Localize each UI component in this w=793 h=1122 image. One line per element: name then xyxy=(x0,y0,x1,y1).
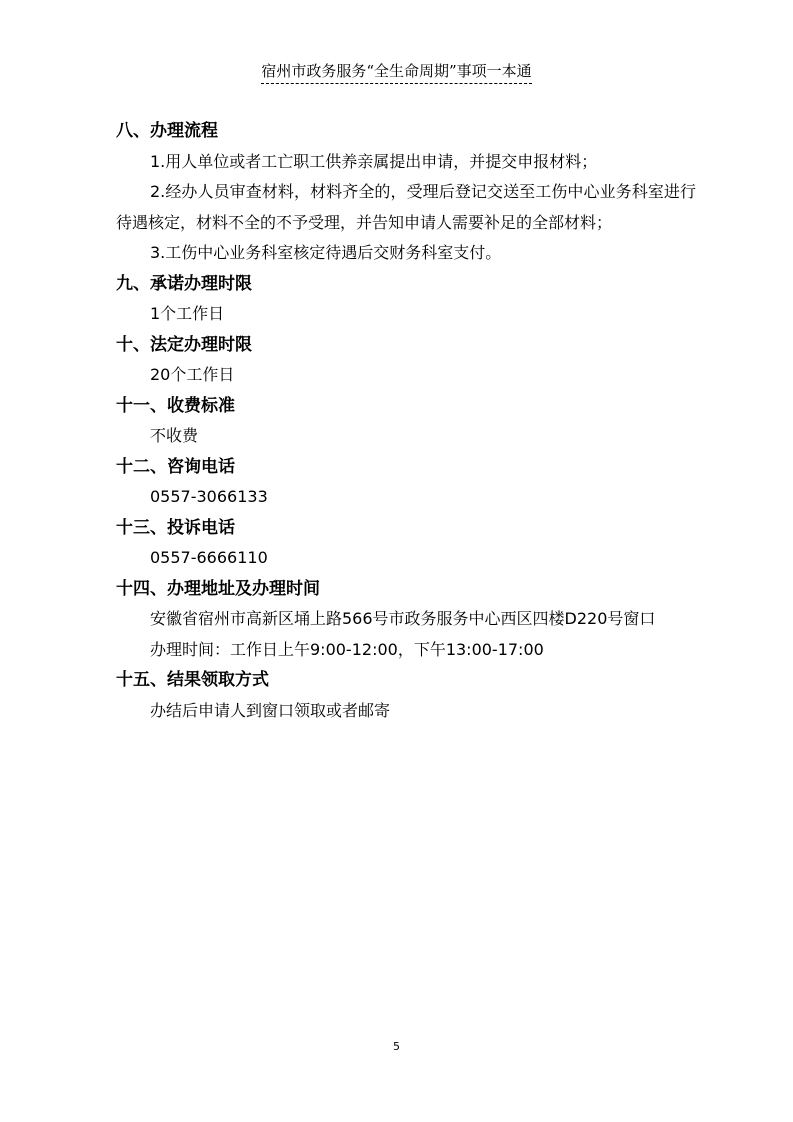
section-heading-result: 十五、结果领取方式 xyxy=(116,670,269,690)
office-hours-value: 办理时间：工作日上午9:00-12:00，下午13:00-17:00 xyxy=(150,639,544,659)
section-fee xyxy=(116,391,696,452)
consult-phone-value: 0557-3066133 xyxy=(150,487,268,506)
section-heading-legal-time: 十、法定办理时限 xyxy=(116,334,252,355)
section-heading-process: 八、办理流程 xyxy=(116,121,218,141)
document-body xyxy=(116,116,696,726)
section-heading-address: 十四、办理地址及办理时间 xyxy=(116,578,320,599)
process-step-2: 2.经办人员审查材料，材料齐全的，受理后登记交送至工伤中心业务科室进行待遇核定，材料不全的不予受理，并告知申请人需要补足的全部材料； xyxy=(116,182,696,232)
section-heading-complaint-phone: 十三、投诉电话 xyxy=(116,517,235,538)
complaint-phone-value: 0557-6666110 xyxy=(150,548,268,567)
section-consult-phone xyxy=(116,452,696,513)
result-value: 办结后申请人到窗口领取或者邮寄 xyxy=(150,700,391,720)
page-number: 5 xyxy=(393,1040,400,1053)
fee-value: 不收费 xyxy=(150,426,199,445)
section-result xyxy=(116,665,696,726)
promised-time-value: 1个工作日 xyxy=(150,304,225,323)
process-step-3: 3.工伤中心业务科室核定待遇后交财务科室支付。 xyxy=(150,243,502,262)
address-value: 安徽省宿州市高新区埇上路566号市政务服务中心西区四楼D220号窗口 xyxy=(150,609,656,628)
section-promised-time xyxy=(116,269,696,330)
page-header xyxy=(0,60,793,84)
section-process xyxy=(116,116,696,269)
legal-time-value: 20个工作日 xyxy=(150,365,235,384)
section-heading-fee: 十一、收费标准 xyxy=(116,395,235,416)
header-title: 宿州市政务服务“全生命周期”事项一本通 xyxy=(261,60,531,84)
process-step-1: 1.用人单位或者工亡职工供养亲属提出申请，并提交申报材料； xyxy=(150,151,598,171)
section-legal-time xyxy=(116,330,696,391)
section-complaint-phone xyxy=(116,513,696,574)
section-heading-promised-time: 九、承诺办理时限 xyxy=(116,273,252,294)
section-address xyxy=(116,574,696,666)
section-heading-consult-phone: 十二、咨询电话 xyxy=(116,456,235,477)
